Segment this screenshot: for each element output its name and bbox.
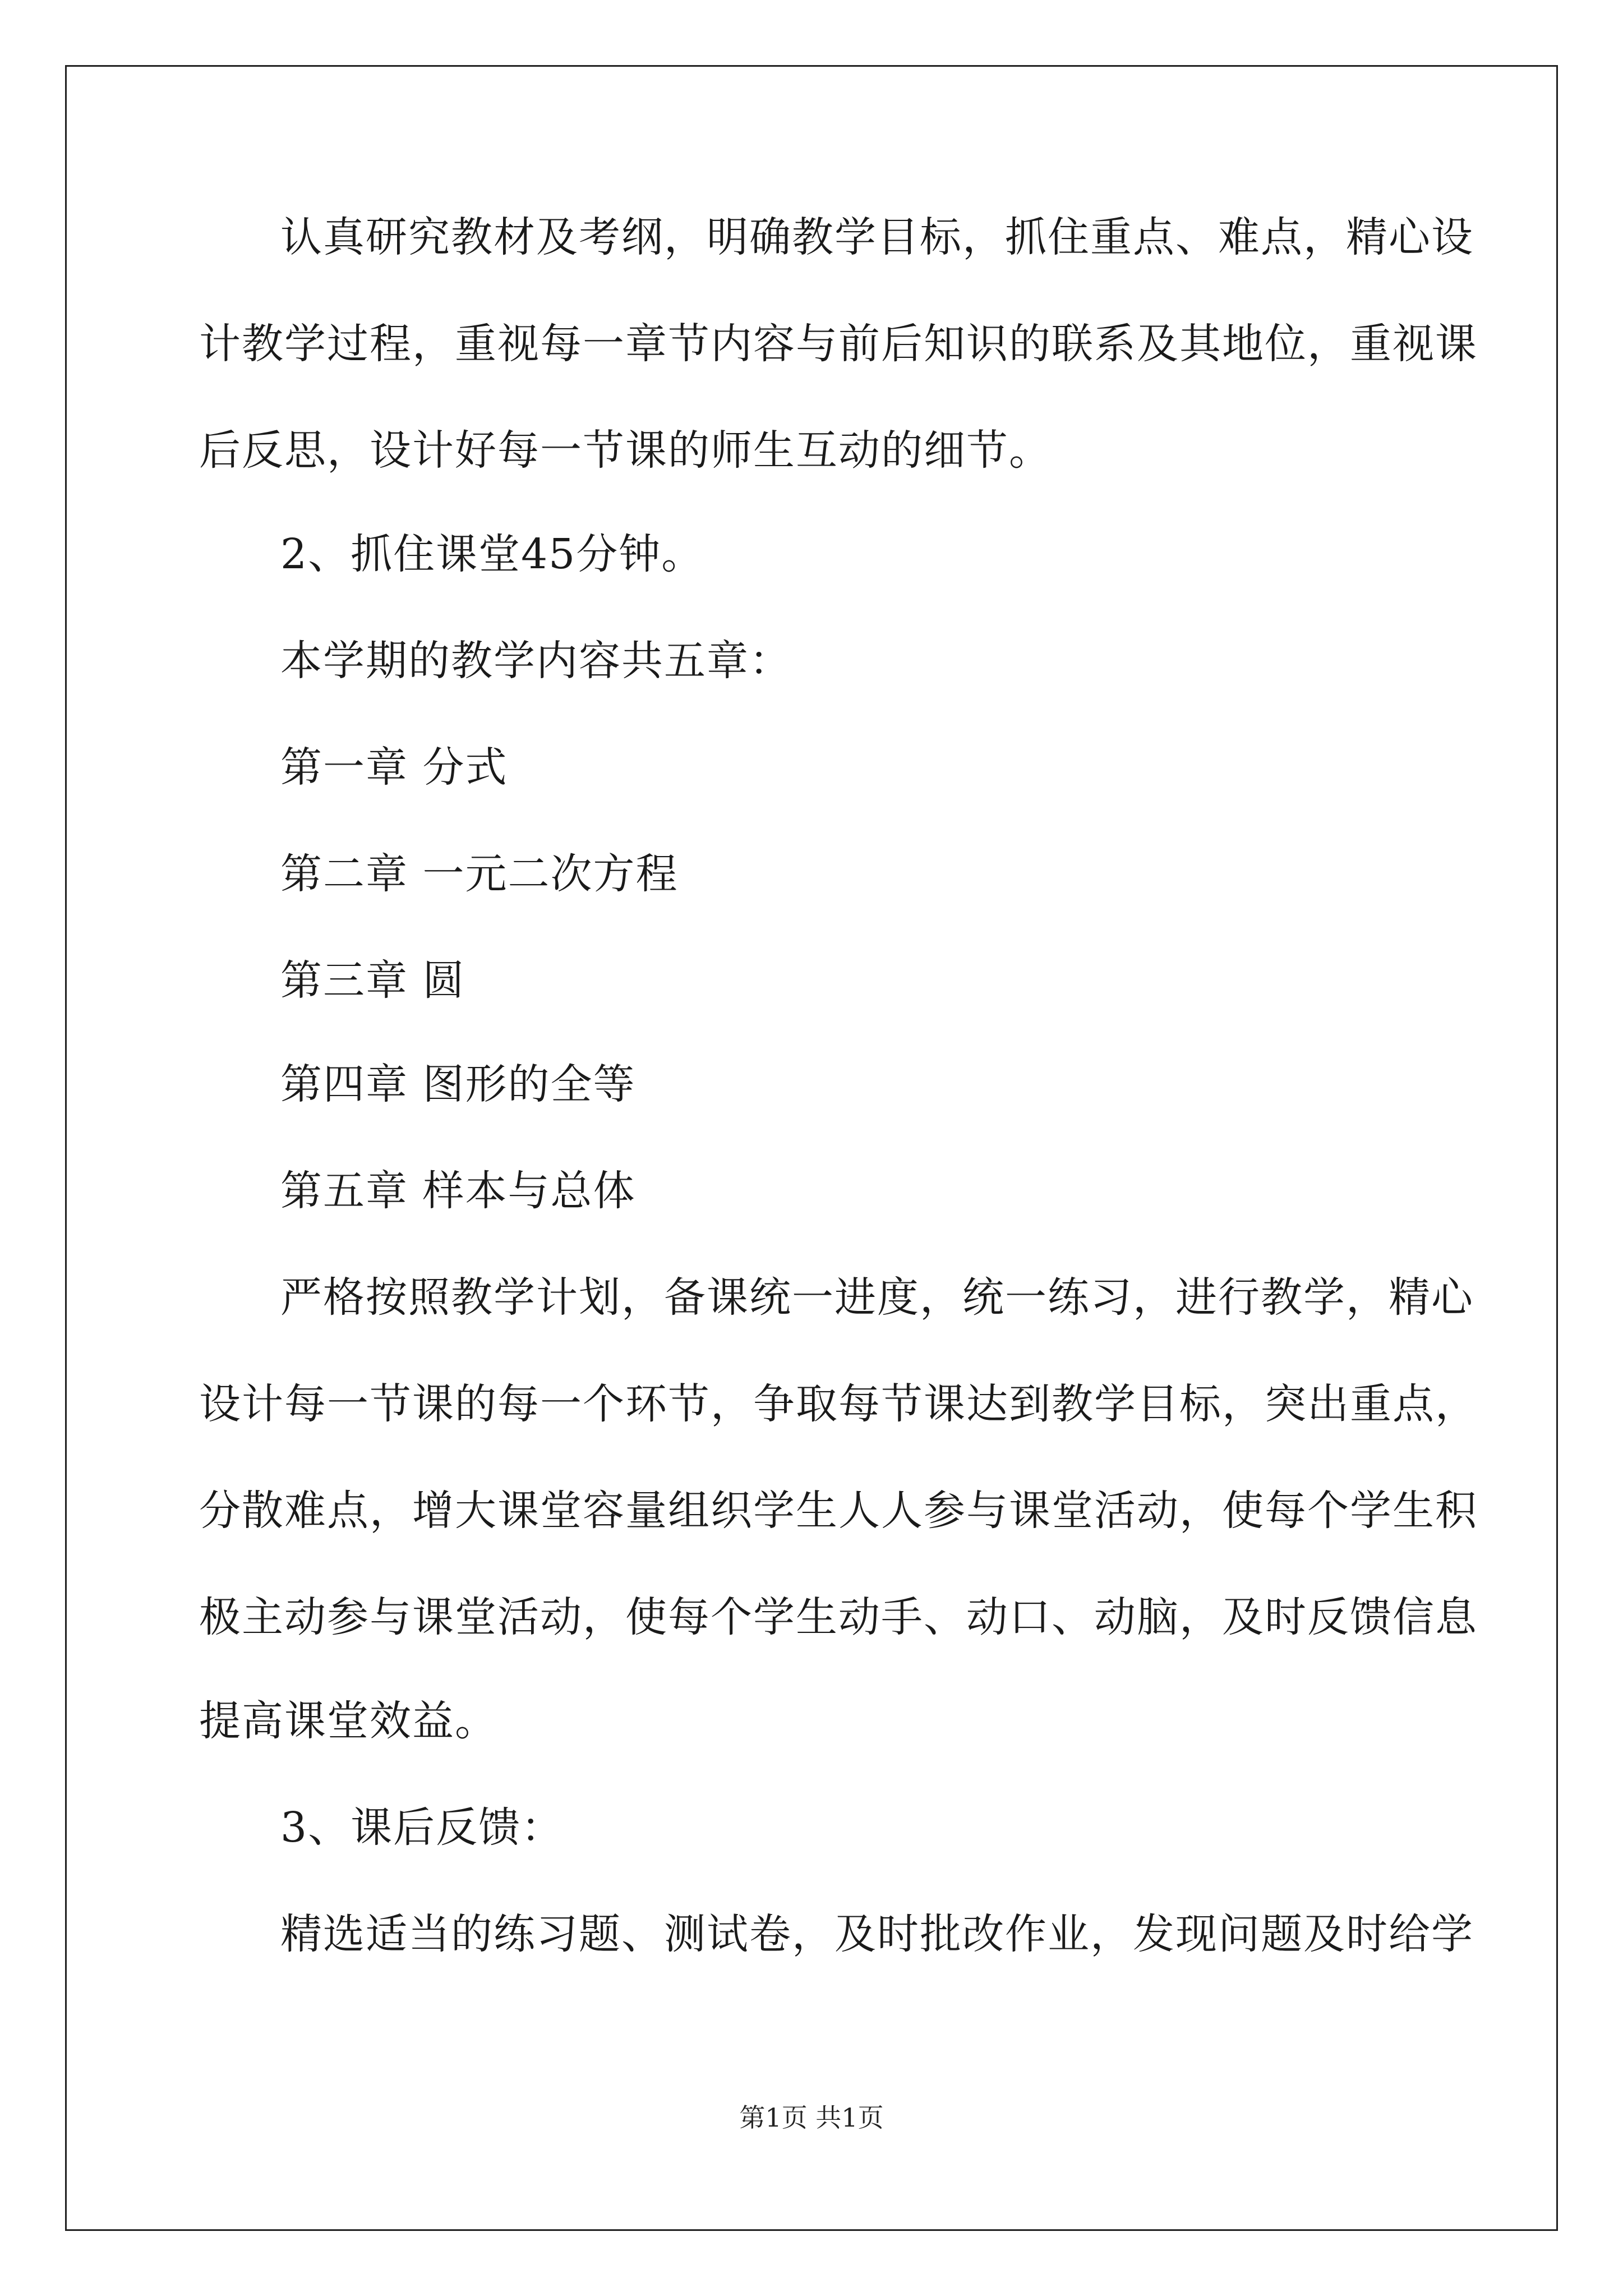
text-line-12: 设计每一节课的每一个环节，争取每节课达到教学目标，突出重点， [199, 1380, 1478, 1428]
text-line-5: 本学期的教学内容共五章： [280, 637, 792, 685]
text-line-6: 第一章 分式 [280, 743, 508, 792]
text-line-10: 第五章 样本与总体 [280, 1167, 636, 1215]
text-line-17: 精选适当的练习题、测试卷，及时批改作业，发现问题及时给学 [280, 1910, 1474, 1958]
page-footer: 第1页 共1页 [739, 2102, 884, 2133]
text-line-1: 认真研究教材及考纲，明确教学目标，抓住重点、难点，精心设 [280, 213, 1474, 261]
text-line-9: 第四章 图形的全等 [280, 1060, 636, 1108]
text-line-16: 3、课后反馈： [280, 1803, 564, 1852]
text-line-7: 第二章 一元二次方程 [280, 850, 679, 898]
text-line-14: 极主动参与课堂活动，使每个学生动手、动口、动脑，及时反馈信息 [199, 1593, 1478, 1641]
text-line-2: 计教学过程，重视每一章节内容与前后知识的联系及其地位，重视课 [199, 320, 1478, 368]
text-line-15: 提高课堂效益。 [199, 1697, 497, 1745]
text-line-8: 第三章 圆 [280, 956, 465, 1005]
text-line-13: 分散难点，增大课堂容量组织学生人人参与课堂活动，使每个学生积 [199, 1487, 1478, 1535]
text-line-3: 后反思，设计好每一节课的师生互动的细节。 [199, 426, 1052, 475]
page-border [65, 65, 1558, 2231]
text-line-11: 严格按照教学计划，备课统一进度，统一练习，进行教学，精心 [280, 1273, 1474, 1322]
text-line-4: 2、抓住课堂45分钟。 [280, 530, 704, 578]
